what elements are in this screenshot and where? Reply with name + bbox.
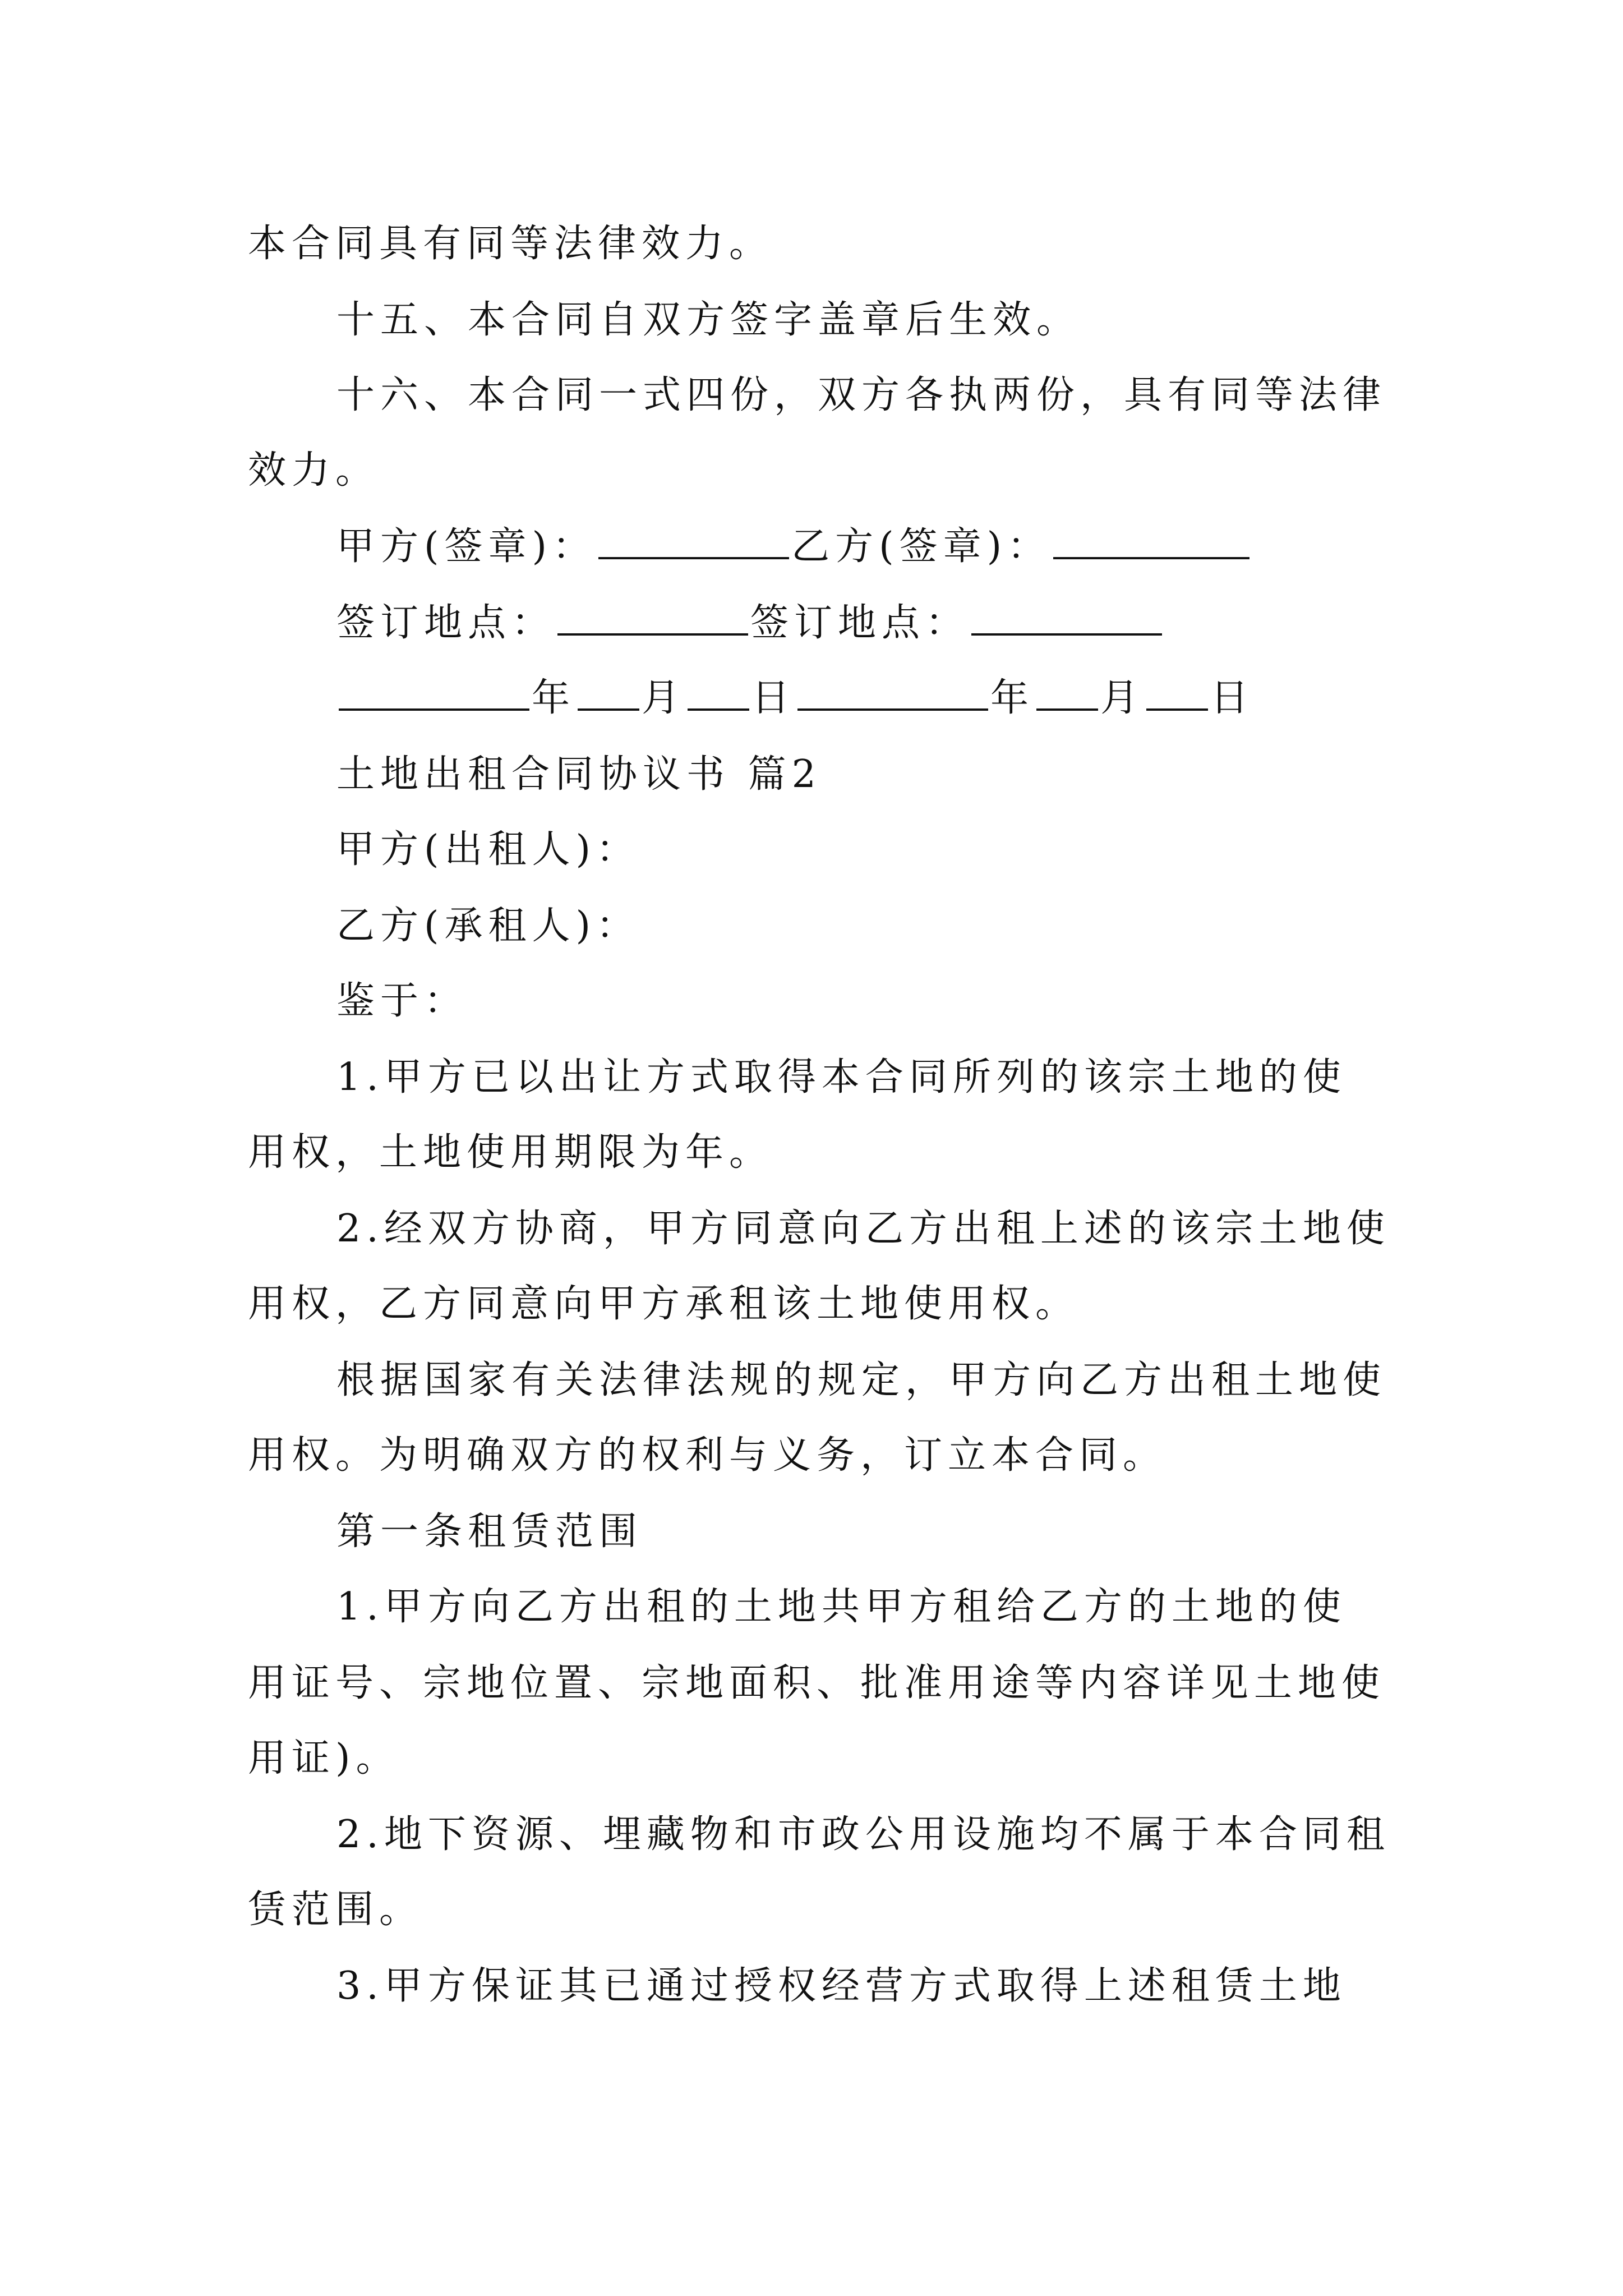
month-blank bbox=[578, 674, 639, 711]
day-label: 日 bbox=[1210, 676, 1255, 720]
party-a-signature-blank bbox=[598, 522, 789, 559]
day-blank bbox=[688, 674, 749, 711]
signing-place-b-label: 签订地点： bbox=[750, 601, 970, 645]
signature-row bbox=[336, 522, 1623, 572]
month-blank bbox=[1036, 674, 1098, 711]
text-line: 用权，乙方同意向甲方承租该土地使用权。 bbox=[248, 1282, 1080, 1326]
party-b-signature-label: 乙方(签章)： bbox=[791, 524, 1052, 569]
text-line: 用证号、宗地位置、宗地面积、批准用途等内容详见土地使 bbox=[248, 1661, 1386, 1705]
date-row bbox=[336, 673, 1623, 724]
party-b-line: 乙方(承租人)： bbox=[336, 904, 640, 948]
party-a-signature-label: 甲方(签章)： bbox=[336, 524, 597, 569]
text-line: 1.甲方已以出让方式取得本合同所列的该宗土地的使 bbox=[336, 1055, 1347, 1099]
signing-place-a-label: 签订地点： bbox=[336, 601, 556, 645]
party-a-line: 甲方(出租人)： bbox=[336, 827, 640, 872]
year-blank bbox=[339, 674, 529, 711]
article-title: 第一条租赁范围 bbox=[336, 1510, 643, 1554]
year-label: 年 bbox=[532, 676, 576, 720]
month-label: 月 bbox=[1100, 676, 1145, 720]
month-label: 月 bbox=[642, 676, 686, 720]
text-line: 2.经双方协商，甲方同意向乙方出租上述的该宗土地使 bbox=[336, 1207, 1390, 1251]
signing-place-row bbox=[336, 598, 1623, 648]
section-heading: 土地出租合同协议书 篇2 bbox=[336, 752, 822, 797]
text-line: 1.甲方向乙方出租的土地共甲方租给乙方的土地的使 bbox=[336, 1585, 1347, 1629]
text-line: 根据国家有关法律法规的规定，甲方向乙方出租土地使 bbox=[336, 1358, 1387, 1402]
clause-15: 十五、本合同自双方签字盖章后生效。 bbox=[336, 298, 1081, 342]
text-line: 用权，土地使用期限为年。 bbox=[248, 1130, 773, 1175]
clause-16: 十六、本合同一式四份，双方各执两份，具有同等法律 bbox=[336, 373, 1387, 417]
signing-place-b-blank bbox=[971, 599, 1162, 636]
text-line: 用证)。 bbox=[248, 1736, 400, 1780]
text-line: 本合同具有同等法律效力。 bbox=[248, 222, 773, 266]
party-b-signature-blank bbox=[1053, 522, 1249, 559]
text-line: 用权。为明确双方的权利与义务，订立本合同。 bbox=[248, 1433, 1167, 1478]
text-line: 赁范围。 bbox=[248, 1888, 423, 1932]
whereas-line: 鉴于： bbox=[336, 979, 468, 1023]
day-label: 日 bbox=[751, 676, 796, 720]
text-line: 2.地下资源、埋藏物和市政公用设施均不属于本合同租 bbox=[336, 1812, 1390, 1857]
year-blank bbox=[797, 674, 988, 711]
text-line: 效力。 bbox=[248, 448, 380, 493]
year-label: 年 bbox=[990, 676, 1035, 720]
day-blank bbox=[1146, 674, 1208, 711]
text-line: 3.甲方保证其已通过授权经营方式取得上述租赁土地 bbox=[336, 1964, 1347, 2008]
signing-place-a-blank bbox=[557, 599, 748, 636]
